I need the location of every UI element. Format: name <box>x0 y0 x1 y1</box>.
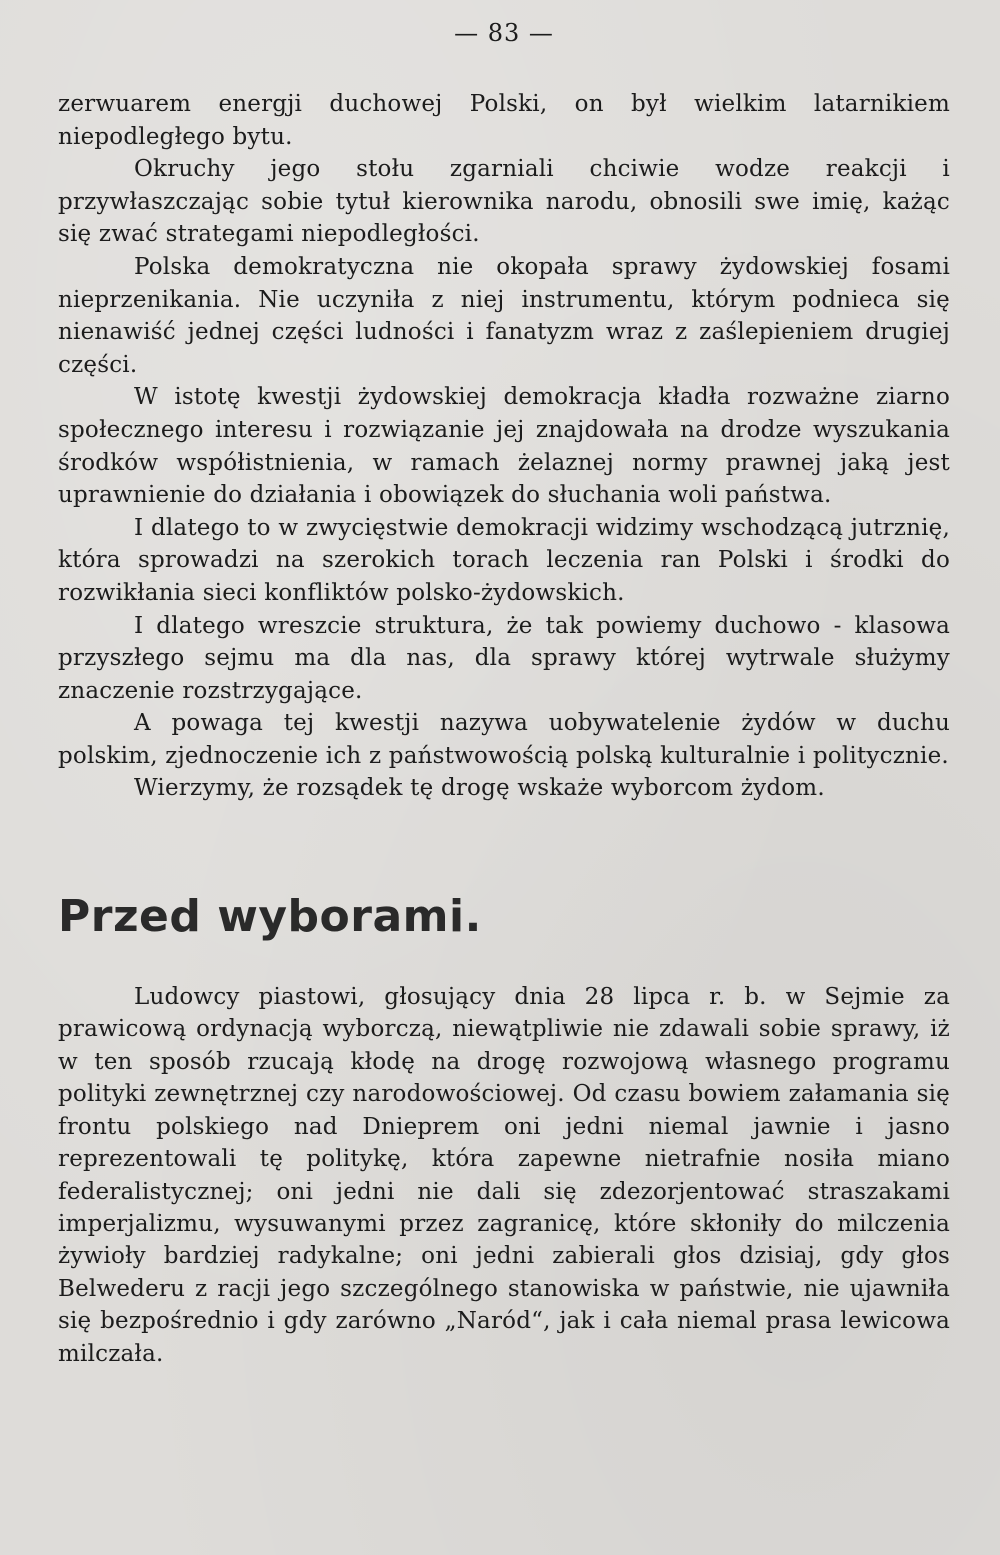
paragraph-continuation: zerwuarem energji duchowej Polski, on był wielkim latarnikiem niepodległego bytu. <box>58 91 950 150</box>
page-number: — 83 — <box>454 19 554 47</box>
paragraph-okruchy: Okruchy jego stołu zgarniali chciwie wodze reakcji i przywłaszczając sobie tytuł kierownika narodu, obnosili swe imię, każąc się zwać strategami niepodległości. <box>58 156 950 248</box>
article-przed-wyborami <box>58 981 950 1370</box>
paragraph-w-istote: W istotę kwestji żydowskiej demokracja kładła rozważne ziarno społecznego interesu i rozwiązanie jej znajdowała na drodze wyszukania środków współistnienia, w ramach żelaznej normy prawnej jaką jest uprawnienie do działania i obowiązek do słuchania woli państwa. <box>58 384 950 509</box>
paragraph-dlatego-struktura: I dlatego wreszcie struktura, że tak powiemy duchowo - klasowa przyszłego sejmu ma dla nas, dla sprawy której wytrwale służymy znaczenie rozstrzygające. <box>58 612 950 704</box>
paragraph-polska-demokratyczna: Polska demokratyczna nie okopała sprawy żydowskiej fosami nieprzenikania. Nie uczyniła z niej instrumentu, którym podnieca się nienawiść jednej części ludności i fanatyzm wraz z zaślepieniem drugiej części. <box>58 253 950 378</box>
paragraph-dlatego-zwyciestwo: I dlatego to w zwycięstwie demokracji widzimy wschodzącą jutrznię, która sprowadzi na szerokich torach leczenia ran Polski i środki do rozwikłania sieci konfliktów polsko-żydowskich. <box>58 514 950 606</box>
section-heading: Przed wyborami. <box>58 891 482 943</box>
paragraph-wierzymy: Wierzymy, że rozsądek tę drogę wskaże wyborcom żydom. <box>134 775 825 802</box>
article-continuation <box>58 88 950 805</box>
paragraph-powaga: A powaga tej kwestji nazywa uobywatelenie żydów w duchu polskim, zjednoczenie ich z państwowością polską kulturalnie i politycznie. <box>58 710 950 769</box>
paragraph-ludowcy: Ludowcy piastowi, głosujący dnia 28 lipca r. b. w Sejmie za prawicową ordynacją wyborczą, niewątpliwie nie zdawali sobie sprawy, iż w ten sposób rzucają kłodę na drogę rozwojową własnego programu polityki zewnętrznej czy narodowościowej. Od czasu bowiem załamania się frontu polskiego nad Dnieprem oni jedni niemal jawnie i jasno reprezentowali tę politykę, która zapewne nietrafnie nosiła miano federalistycznej; oni jedni nie dali się zdezorjentować straszakami imperjalizmu, wysuwanymi przez zagranicę, które skłoniły do milczenia żywioły bardziej radykalne; oni jedni zabierali głos dzisiaj, gdy głos Belwederu z racji jego szczególnego stanowiska w państwie, nie ujawniła się bezpośrednio i gdy zarówno „Naród“, jak i cała niemal prasa lewicowa milczała. <box>58 984 950 1367</box>
